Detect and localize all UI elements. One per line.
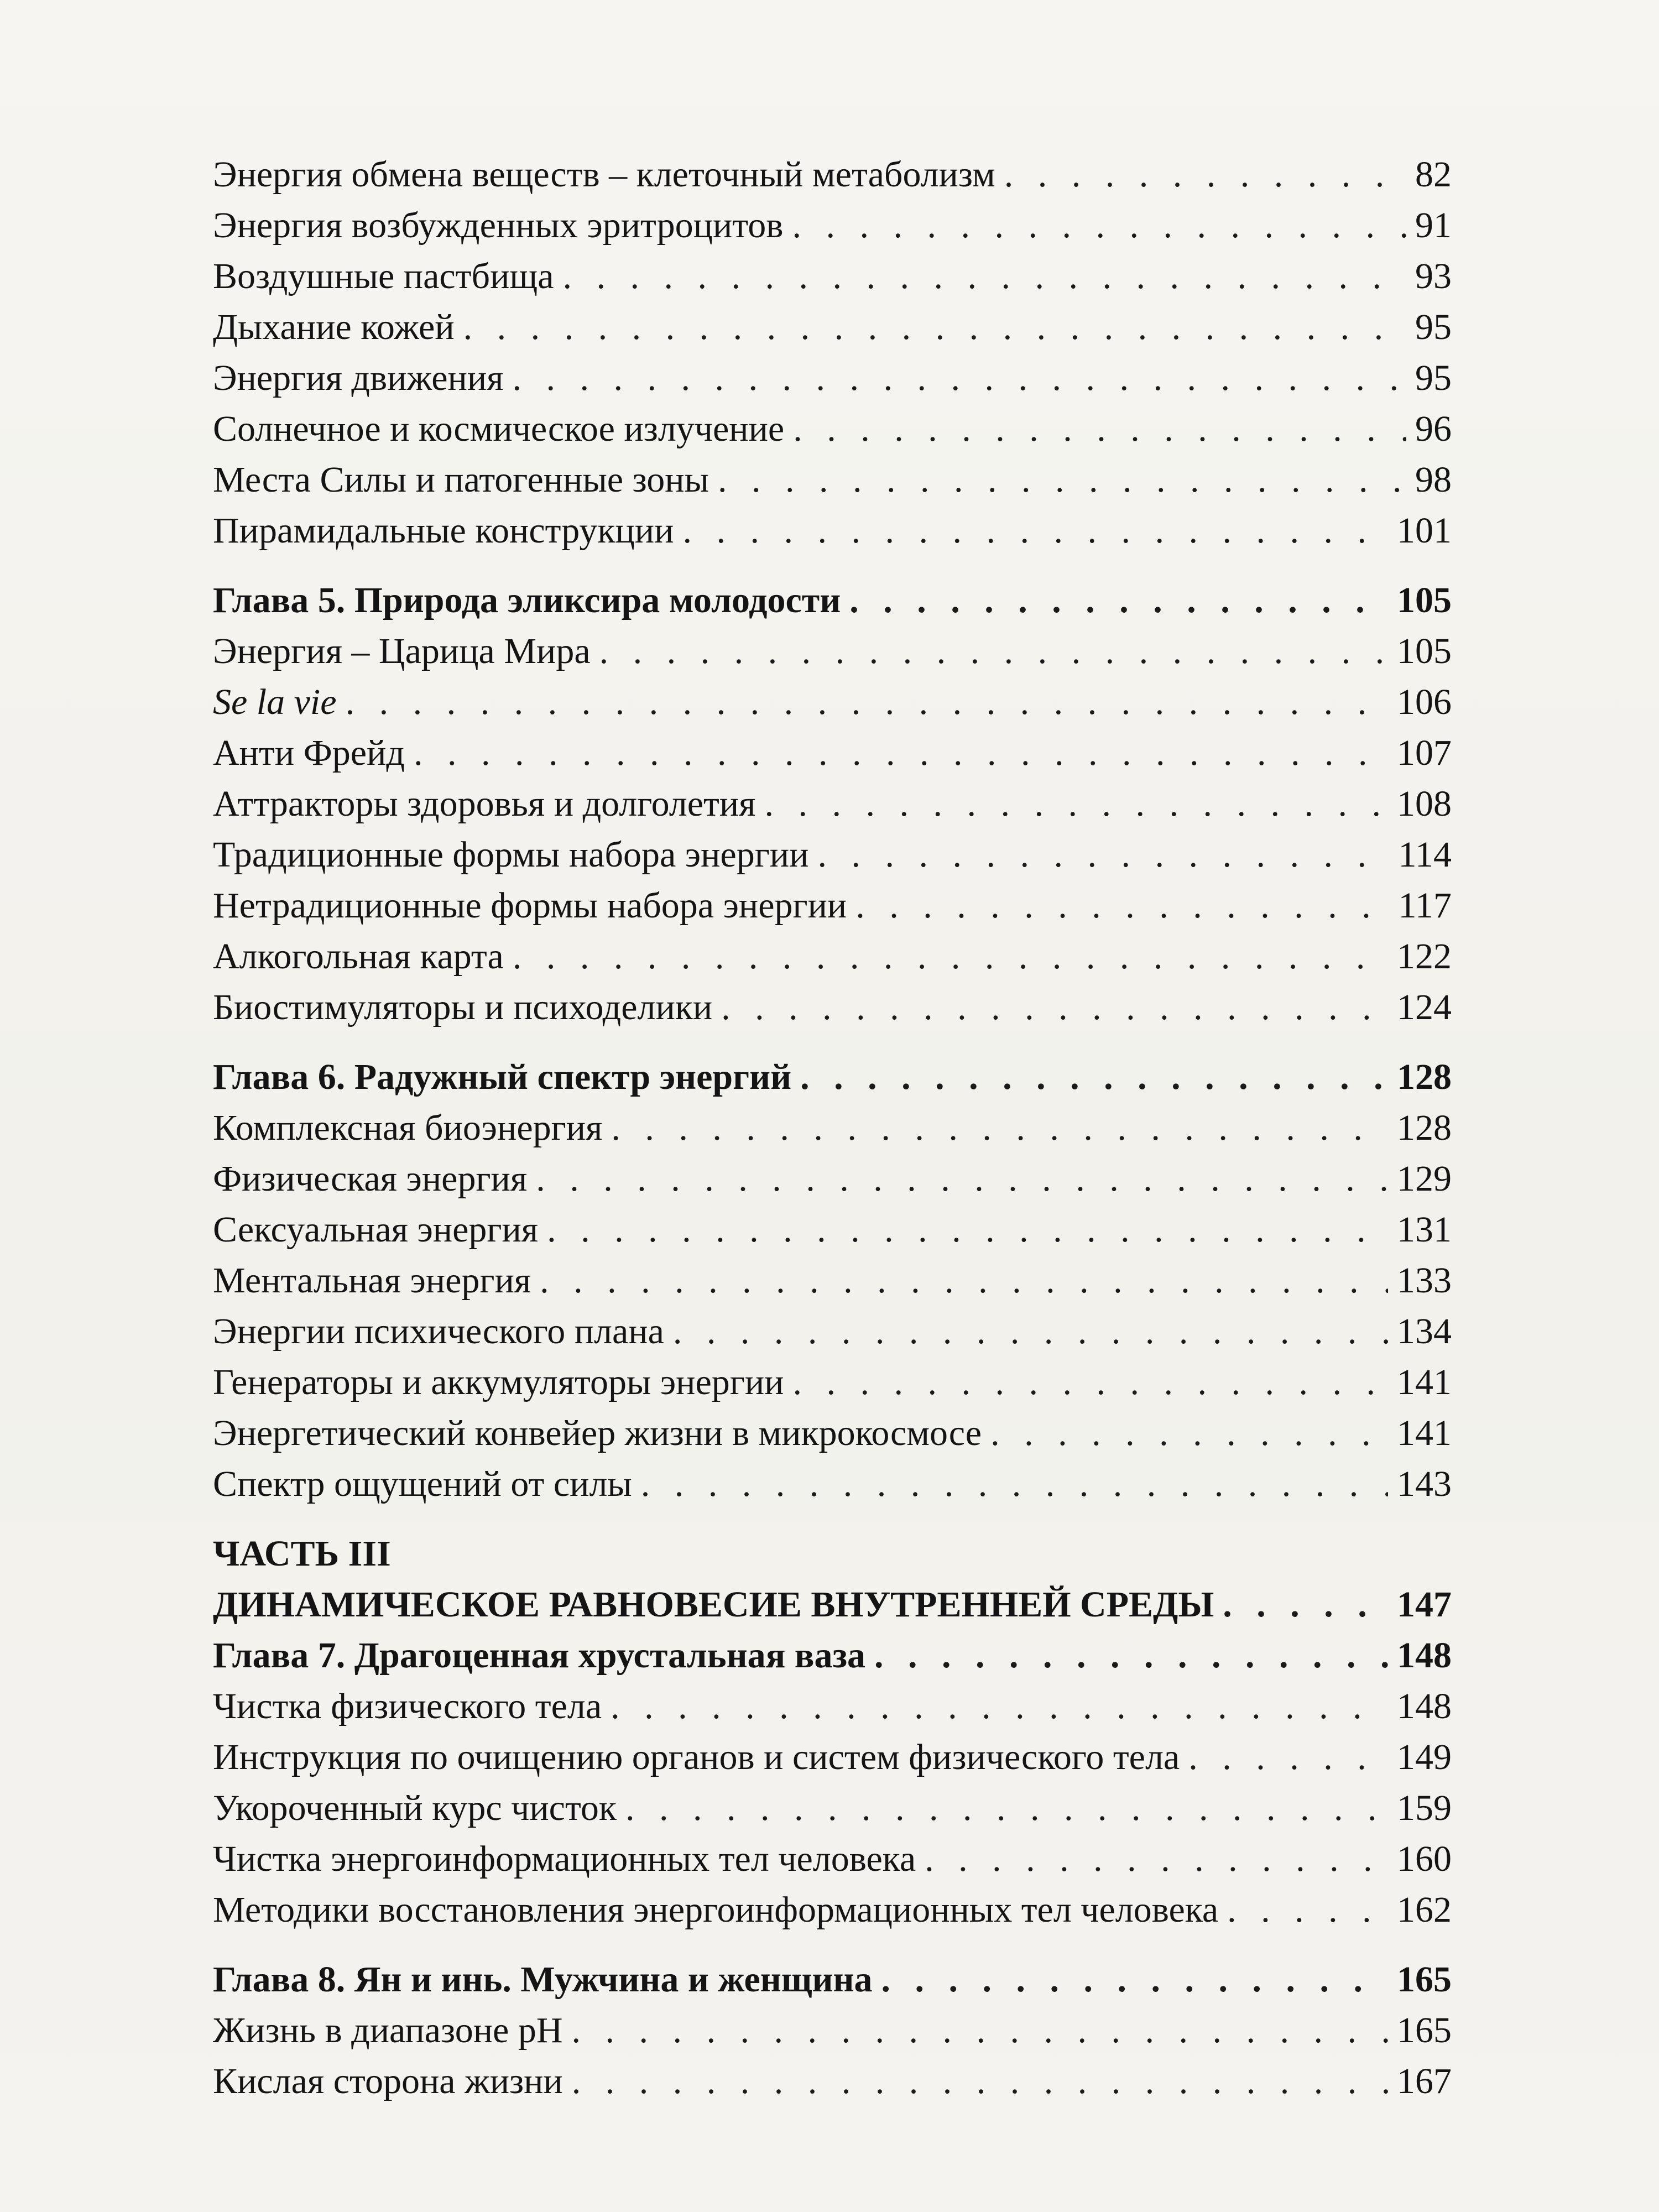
toc-entry-title: Глава 7. Драгоценная хрустальная ваза [213, 1635, 865, 1676]
toc-entry-page: 149 [1397, 1737, 1452, 1777]
dot-leader [1227, 1885, 1388, 1936]
toc-entry-page: 117 [1398, 885, 1452, 926]
dot-leader [346, 677, 1388, 728]
toc-entry-title: Спектр ощущений от силы [213, 1464, 632, 1504]
toc-entry [213, 626, 1452, 677]
dot-leader [718, 455, 1406, 505]
toc-entry-page: 114 [1398, 834, 1452, 875]
toc-entry [213, 830, 1452, 880]
toc-entry-page: 95 [1415, 358, 1452, 398]
toc-entry-page: 106 [1397, 682, 1452, 722]
toc-entry [213, 1357, 1452, 1408]
dot-leader [925, 1834, 1388, 1885]
toc-entry [213, 1306, 1452, 1357]
toc-entry-title: Биостимуляторы и психоделики [213, 987, 713, 1027]
dot-leader [817, 830, 1389, 880]
dot-leader [547, 1204, 1388, 1255]
toc-entry-title: Энергия возбужденных эритроцитов [213, 205, 784, 246]
toc-entry-title: Генераторы и аккумуляторы энергии [213, 1362, 784, 1402]
dot-leader [881, 1954, 1388, 2005]
dot-leader [572, 2056, 1388, 2107]
dot-leader [1223, 1579, 1388, 1630]
toc-entry [213, 251, 1452, 302]
dot-leader [800, 1052, 1388, 1103]
toc-entry-page: 133 [1397, 1260, 1452, 1301]
toc-chapter-heading [213, 575, 1452, 626]
toc-entry [213, 2005, 1452, 2056]
toc-entry-title: Комплексная биоэнергия [213, 1108, 603, 1148]
toc-entry-title: Ментальная энергия [213, 1260, 531, 1301]
dot-leader [673, 1306, 1388, 1357]
toc-entry-title: Физическая энергия [213, 1159, 528, 1199]
dot-leader [855, 880, 1389, 931]
toc-entry-title: Энергетический конвейер жизни в микрокосмосе [213, 1413, 982, 1453]
toc-entry [213, 2056, 1452, 2107]
dot-leader [536, 1154, 1388, 1204]
toc-entry-page: 105 [1397, 631, 1452, 671]
toc-entry-title: Чистка физического тела [213, 1686, 602, 1726]
toc-entry-page: 96 [1415, 409, 1452, 449]
toc-entry-title: Алкогольная карта [213, 936, 504, 977]
toc-entry-page: 162 [1397, 1890, 1452, 1930]
toc-entry [213, 455, 1452, 505]
toc-entry-title: ДИНАМИЧЕСКОЕ РАВНОВЕСИЕ ВНУТРЕННЕЙ СРЕДЫ [213, 1584, 1214, 1625]
toc-entry-title: Энергия обмена веществ – клеточный метаболизм [213, 154, 995, 195]
toc-entry-title: Традиционные формы набора энергии [213, 834, 809, 875]
toc-entry-title: Методики восстановления энергоинформационных тел человека [213, 1890, 1219, 1930]
toc-entry-title: Укороченный курс чисток [213, 1788, 617, 1828]
dot-leader [990, 1408, 1388, 1459]
toc-entry-title: Пирамидальные конструкции [213, 510, 674, 551]
toc-entry-page: 128 [1397, 1108, 1452, 1148]
toc-entry [213, 404, 1452, 455]
dot-leader [765, 779, 1388, 830]
toc-entry-page: 82 [1415, 154, 1452, 195]
toc-entry-title: Нетрадиционные формы набора энергии [213, 885, 847, 926]
toc-entry-title: Se la vie [213, 682, 337, 722]
dot-leader [599, 626, 1388, 677]
dot-leader [1004, 149, 1406, 200]
toc-entry [213, 1885, 1452, 1936]
toc-entry [213, 302, 1452, 353]
toc-entry [213, 1103, 1452, 1154]
toc-entry-title: Дыхание кожей [213, 307, 455, 347]
toc-entry-page: 129 [1397, 1159, 1452, 1199]
dot-leader [849, 575, 1388, 626]
toc-entry-page: 143 [1397, 1464, 1452, 1504]
part-heading: ЧАСТЬ III [213, 1533, 391, 1574]
toc-entry-page: 147 [1397, 1584, 1452, 1625]
toc-entry-page: 141 [1397, 1413, 1452, 1453]
toc-entry-page: 165 [1397, 2010, 1452, 2051]
toc-entry-page: 101 [1397, 510, 1452, 551]
dot-leader [513, 353, 1406, 404]
toc-entry-title: Глава 5. Природа эликсира молодости [213, 580, 841, 620]
toc-entry-title: Кислая сторона жизни [213, 2061, 563, 2101]
dot-leader [414, 728, 1388, 779]
toc-entry-page: 108 [1397, 784, 1452, 824]
toc-entry-title: Аттракторы здоровья и долголетия [213, 784, 756, 824]
toc-entry-title: Жизнь в диапазоне pH [213, 2010, 563, 2051]
toc-entry-title: Чистка энергоинформационных тел человека [213, 1839, 916, 1879]
toc-entry [213, 779, 1452, 830]
toc-entry [213, 677, 1452, 728]
toc-chapter-heading [213, 1954, 1452, 2005]
toc-chapter-heading [213, 1630, 1452, 1681]
dot-leader [682, 505, 1388, 556]
toc-entry-page: 148 [1397, 1686, 1452, 1726]
dot-leader [625, 1783, 1388, 1834]
toc-entry-title: Энергия – Царица Мира [213, 631, 591, 671]
toc-entry-title: Анти Фрейд [213, 733, 405, 773]
toc-entry-title: Места Силы и патогенные зоны [213, 460, 709, 500]
dot-leader [874, 1630, 1388, 1681]
toc-entry [213, 149, 1452, 200]
toc-entry [213, 1255, 1452, 1306]
table-of-contents [213, 149, 1452, 2107]
toc-entry [213, 728, 1452, 779]
toc-entry-page: 134 [1397, 1311, 1452, 1352]
toc-entry-page: 159 [1397, 1788, 1452, 1828]
toc-entry-page: 91 [1415, 205, 1452, 246]
toc-entry [213, 880, 1452, 931]
toc-chapter-heading [213, 1052, 1452, 1103]
toc-entry-page: 128 [1397, 1057, 1452, 1097]
toc-entry-title: Глава 8. Ян и инь. Мужчина и женщина [213, 1959, 873, 2000]
dot-leader [793, 1357, 1388, 1408]
toc-entry [213, 931, 1452, 982]
toc-entry-page: 107 [1397, 733, 1452, 773]
toc-entry [213, 1204, 1452, 1255]
toc-entry-title: Энергии психического плана [213, 1311, 664, 1352]
toc-entry [213, 200, 1452, 251]
toc-entry-page: 148 [1397, 1635, 1452, 1676]
toc-entry-page: 98 [1415, 460, 1452, 500]
toc-entry-title: Сексуальная энергия [213, 1209, 539, 1250]
toc-entry [213, 1834, 1452, 1885]
dot-leader [540, 1255, 1388, 1306]
dot-leader [563, 251, 1406, 302]
toc-entry [213, 1783, 1452, 1834]
toc-entry-title: Инструкция по очищению органов и систем физического тела [213, 1737, 1180, 1777]
toc-entry-title: Воздушные пастбища [213, 256, 554, 296]
toc-part-heading [213, 1579, 1452, 1630]
dot-leader [611, 1681, 1388, 1732]
toc-entry [213, 1408, 1452, 1459]
dot-leader [513, 931, 1388, 982]
dot-leader [1188, 1732, 1388, 1783]
dot-leader [792, 200, 1406, 251]
toc-entry [213, 1154, 1452, 1204]
toc-entry-page: 122 [1397, 936, 1452, 977]
toc-entry-page: 95 [1415, 307, 1452, 347]
dot-leader [611, 1103, 1388, 1154]
toc-entry [213, 1681, 1452, 1732]
dot-leader [641, 1459, 1388, 1510]
toc-entry-page: 141 [1397, 1362, 1452, 1402]
toc-entry-page: 105 [1397, 580, 1452, 620]
toc-entry-page: 131 [1397, 1209, 1452, 1250]
toc-entry [213, 353, 1452, 404]
toc-entry-page: 167 [1397, 2061, 1452, 2101]
toc-entry [213, 505, 1452, 556]
toc-entry [213, 1732, 1452, 1783]
toc-entry-title: Энергия движения [213, 358, 504, 398]
toc-entry-page: 165 [1397, 1959, 1452, 2000]
dot-leader [793, 404, 1406, 455]
dot-leader [463, 302, 1406, 353]
toc-entry [213, 1459, 1452, 1510]
dot-leader [572, 2005, 1388, 2056]
dot-leader [721, 982, 1388, 1033]
toc-entry-title: Глава 6. Радужный спектр энергий [213, 1057, 792, 1097]
toc-entry-page: 93 [1415, 256, 1452, 296]
toc-entry [213, 982, 1452, 1033]
toc-entry-page: 160 [1397, 1839, 1452, 1879]
toc-entry-title: Солнечное и космическое излучение [213, 409, 785, 449]
toc-entry-page: 124 [1397, 987, 1452, 1027]
